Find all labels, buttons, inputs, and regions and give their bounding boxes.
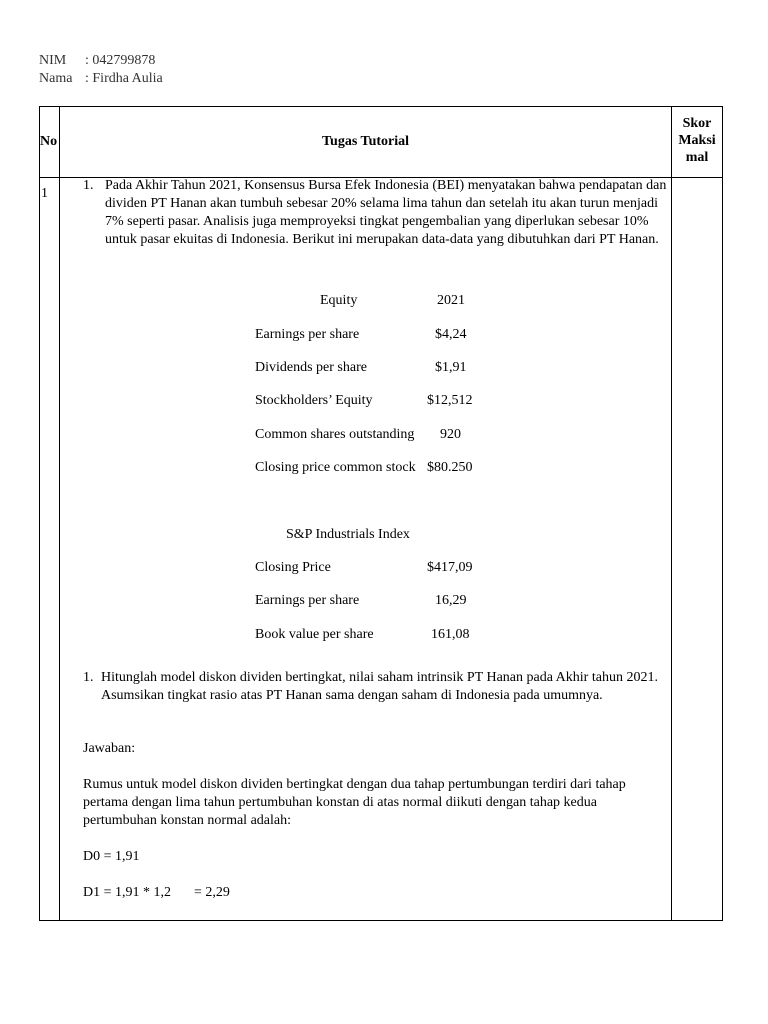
table-border-left — [39, 106, 40, 921]
column-header-task: Tugas Tutorial — [321, 134, 410, 149]
sub-question-marker: 1. — [83, 670, 94, 685]
question-marker: 1. — [83, 178, 94, 193]
equity-row-value: $80.250 — [427, 460, 473, 475]
index-row-value: $417,09 — [427, 560, 473, 575]
equity-row-value: 920 — [440, 427, 461, 442]
equity-header-label: Equity — [320, 293, 358, 308]
nama-label: Nama — [39, 71, 73, 86]
equity-row-value: $4,24 — [435, 327, 467, 342]
equity-row-label: Stockholders’ Equity — [255, 393, 373, 408]
table-divider-no — [59, 106, 60, 921]
equity-header-year: 2021 — [437, 293, 465, 308]
tutorial-table — [39, 106, 723, 921]
equity-row-label: Common shares outstanding — [255, 427, 415, 442]
equity-row-label: Closing price common stock — [255, 460, 416, 475]
sub-question-text: Hitunglah model diskon dividen bertingkat, nilai saham intrinsik PT Hanan pada Akhir tahun 2021. Asumsikan tingkat rasio atas PT Hanan sama dengan saham di Indonesia pada umumnya. — [101, 670, 658, 703]
table-border-right — [722, 106, 723, 921]
index-row-value: 161,08 — [431, 627, 470, 642]
formula-d1-result: = 2,29 — [194, 885, 230, 900]
answer-label: Jawaban: — [83, 741, 136, 756]
index-row-label: Book value per share — [255, 627, 374, 642]
formula-d0: D0 = 1,91 — [83, 849, 140, 864]
equity-row-label: Dividends per share — [255, 360, 367, 375]
table-border-top — [39, 106, 723, 107]
table-border-bottom — [39, 920, 723, 921]
equity-row-value: $1,91 — [435, 360, 467, 375]
index-row-label: Earnings per share — [255, 593, 360, 608]
nama-line — [39, 70, 163, 88]
nama-value: : Firdha Aulia — [85, 71, 163, 86]
index-table-title: S&P Industrials Index — [286, 527, 410, 542]
equity-row-label: Earnings per share — [255, 327, 360, 342]
index-row-value: 16,29 — [435, 593, 467, 608]
column-header-no: No — [40, 134, 58, 149]
index-row-label: Closing Price — [255, 560, 331, 575]
nim-label: NIM — [39, 53, 67, 68]
nim-line — [39, 52, 155, 70]
column-header-score: Skor Maksi mal — [678, 116, 716, 165]
row-number: 1 — [41, 186, 48, 201]
nim-value: : 042799878 — [85, 53, 156, 68]
answer-explanation: Rumus untuk model diskon dividen bertingkat dengan dua tahap pertumbungan terdiri dari tahap pertama dengan lima tahun pertumbuhan konstan di atas normal diikuti dengan tahap kedua pertumbuhan konstan normal adalah: — [83, 777, 626, 828]
question-text: Pada Akhir Tahun 2021, Konsensus Bursa Efek Indonesia (BEI) menyatakan bahwa pendapatan dan dividen PT Hanan akan tumbuh sebesar 20% selama lima tahun dan setelah itu akan turun menjadi 7% seperti pasar. Analisis juga memproyeksi tingkat pengembalian yang diperlukan sebesar 10% untuk pasar ekuitas di Indonesia. Berikut ini merupakan data-data yang dibutuhkan dari PT Hanan. — [105, 178, 667, 247]
equity-row-value: $12,512 — [427, 393, 473, 408]
formula-d1-expression: D1 = 1,91 * 1,2 — [83, 885, 172, 900]
